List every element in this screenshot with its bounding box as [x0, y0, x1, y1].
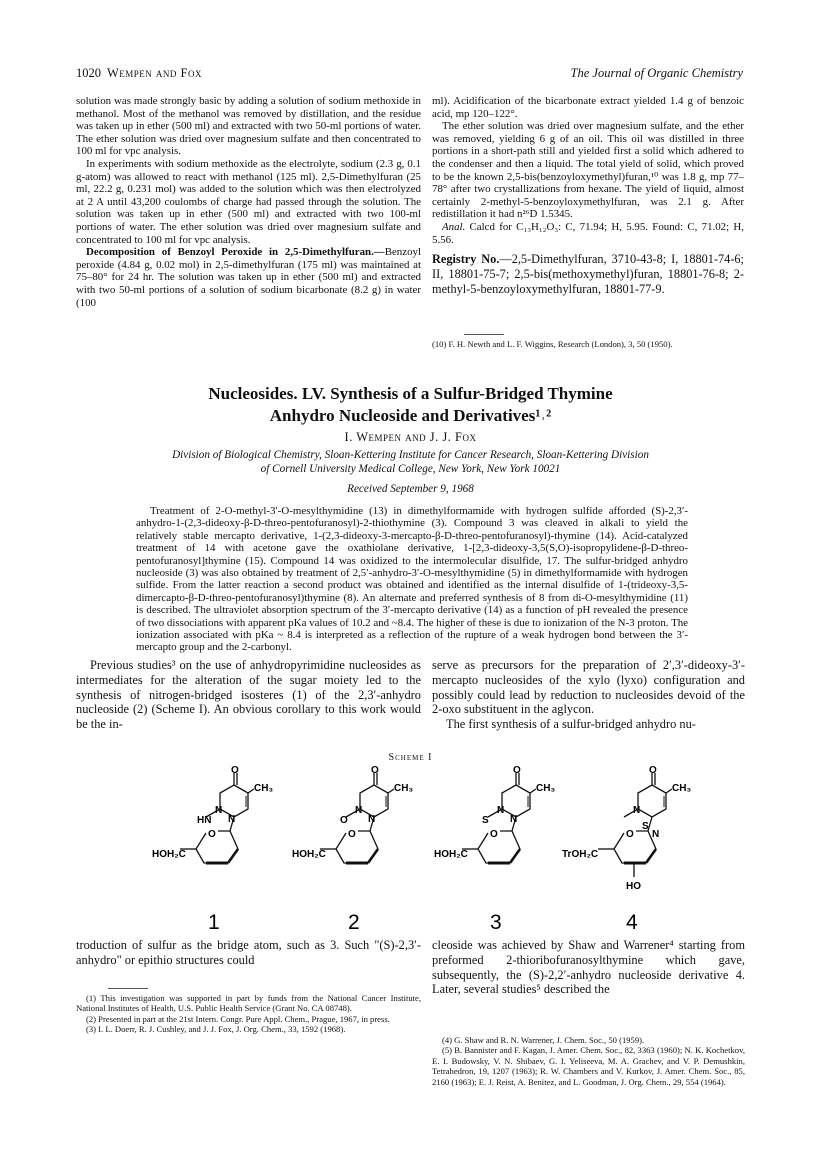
carbonyl-oxygen: O [231, 765, 239, 776]
footnote: (1) This investigation was supported in part by funds from the National Cancer Institute, National Institutes of Health, U.S. Public Health Service (Grant No. CA 08748). [76, 993, 421, 1014]
ring-o-label: O [626, 829, 634, 840]
left-substituent: TrOH₂C [562, 849, 599, 860]
footnotes-left [76, 993, 421, 1035]
ring-n-label: N [652, 829, 660, 840]
n3-label: N [215, 805, 223, 816]
article-title [0, 383, 821, 427]
bottom-left-text [76, 938, 421, 968]
carbonyl-oxygen: O [649, 765, 657, 776]
paragraph: The first synthesis of a sulfur-bridged anhydro nu- [446, 717, 696, 732]
bridge-label: O [340, 815, 348, 826]
left-substituent: HOH₂C [292, 849, 326, 860]
top-right-column [432, 95, 744, 297]
methyl-label: CH₃ [672, 783, 692, 794]
compound-number: 3 [490, 911, 502, 934]
footnote: (3) I. L. Doerr, R. J. Cushley, and J. J. Fox, J. Org. Chem., 33, 1592 (1968). [86, 1024, 346, 1035]
paragraph: In experiments with sodium methoxide as the electrolyte, sodium (2.3 g, 0.1 g-atom) was allowed to react with methanol (125 ml). 2,5-Dimethylfuran (25 ml, 22.2 g, 0.231 mol) was added to the solution which was then electrolyzed at 2 A until 43,200 coulombs of charge had passed through the solution. The solution was taken up in ether (500 ml) and extracted with two 100-ml portions of water. The ether solution was dried over magnesium sulfate and concentrated to 100 ml for vpc analysis. [76, 157, 421, 246]
ring-n-label: N [228, 814, 236, 825]
scheme-label: Scheme I [388, 752, 433, 763]
ring-n-label: N [368, 814, 376, 825]
compound-number: 4 [626, 911, 638, 934]
paragraph: ml). Acidification of the bicarbonate extract yielded 1.4 g of benzoic acid, mp 120–122°. [432, 95, 744, 120]
bridge-label: HN [197, 815, 212, 826]
paragraph: serve as precursors for the preparation of 2′,3′-dideoxy-3′-mercapto nucleosides of the xylo (lyxo) configuration and possibly could lead by reduction to nucleosides devoid of the 2-oxo substituent in the aglycon. [432, 658, 745, 717]
methyl-label: CH₃ [536, 783, 556, 794]
running-header-left [76, 66, 202, 81]
article-authors: I. Wempen and J. J. Fox [344, 430, 477, 444]
bottom-right-text [432, 938, 745, 997]
top-left-column [76, 95, 421, 309]
affiliation-line-1: Division of Biological Chemistry, Sloan-Kettering Institute for Cancer Research, Sloan-Kettering Division [172, 449, 649, 461]
section-heading: Decomposition of Benzoyl Peroxide in 2,5-Dimethylfuran.— [86, 246, 385, 259]
paragraph: troduction of sulfur as the bridge atom, such as 3. Such "(S)-2,3′-anhydro" or epithio structures could [76, 938, 421, 967]
intro-left-column [76, 658, 421, 732]
footnote-rule [108, 988, 148, 989]
compound-number: 1 [208, 911, 220, 934]
title-line-2: Anhydro Nucleoside and Derivatives¹˒² [269, 406, 552, 425]
ring-o-label: O [490, 829, 498, 840]
footnote-rule [464, 334, 504, 335]
compound-number: 2 [348, 911, 360, 934]
footnote-10: (10) F. H. Newth and L. F. Wiggins, Research (London), 3, 50 (1950). [432, 339, 673, 349]
page-number: 1020 [76, 66, 101, 80]
bridge-label: S [482, 815, 489, 826]
footnote: (4) G. Shaw and R. N. Warrener, J. Chem. Soc., 50 (1959). [442, 1035, 645, 1045]
n3-label: N [497, 805, 505, 816]
anal-text: Calcd for C₁₃H₁₂O₃: C, 71.94; H, 5.95. Found: C, 71.02; H, 5.56. [432, 220, 744, 246]
registry-text: —2,5-Dimethylfuran, 3710-43-8; I, 18801-74-6; II, 18801-75-7; 2,5-bis(methoxymethyl)furan, 18801-76-8; 2-methyl-5-benzoyloxymethylfuran, 18801-77-9. [432, 252, 744, 296]
paragraph: Benzoyl peroxide (4.84 g, 0.02 mol) in 2,5-dimethylfuran (175 ml) was maintained at 75–80° for 24 hr. The solution was taken up in ether (500 ml) and extracted with two 50-ml portions of a solution of sodium bicarbonate (8.2 g) in water (100 [76, 246, 421, 309]
carbonyl-oxygen: O [513, 765, 521, 776]
scheme-diagram [150, 765, 720, 935]
paragraph: solution was made strongly basic by adding a solution of sodium methoxide in methanol. Most of the methanol was removed by distillation, and the residue was taken up in ether (500 ml) and extracted with two 50-ml portions of water. The ether solution was dried over magnesium sulfate and then concentrated to 100 ml for vpc analysis. [76, 95, 421, 158]
paragraph: Previous studies³ on the use of anhydropyrimidine nucleosides as intermediates for the alteration of the sugar moiety led to the synthesis of nitrogen-bridged isosteres (1) of the 2,3′-anhydro nucleoside (2) (Scheme I). An obvious corollary to this work would be the in- [76, 658, 421, 732]
carbonyl-oxygen: O [371, 765, 379, 776]
anal-label: Anal. [442, 220, 466, 233]
received-date: Received September 9, 1968 [347, 483, 474, 495]
header-authors: Wempen and Fox [107, 66, 202, 80]
methyl-label: CH₃ [394, 783, 414, 794]
left-substituent: HOH₂C [434, 849, 468, 860]
left-substituent: HOH₂C [152, 849, 186, 860]
ring-o-label: O [348, 829, 356, 840]
intro-right-column [432, 658, 745, 732]
footnote: (2) Presented in part at the 21st Intern. Congr. Pure Appl. Chem., Prague, 1967, in press. [86, 1013, 390, 1024]
affiliation [0, 449, 821, 476]
footnotes-right [432, 1035, 745, 1087]
registry-label: Registry No. [432, 252, 500, 267]
methyl-label: CH₃ [254, 783, 274, 794]
title-line-1: Nucleosides. LV. Synthesis of a Sulfur-Bridged Thymine [208, 384, 613, 403]
ring-n-label: N [510, 814, 518, 825]
n3-label: N [633, 805, 641, 816]
n3-label: N [355, 805, 363, 816]
paragraph: The ether solution was dried over magnesium sulfate, and the ether was removed, yielding 6 g of an oil. This oil was distilled in three portions in a short-path still and yielded first a solid which adhered to the condenser and then a liquid. The total yield of solid, which proved to be the known 2,5-bis(benzoyloxymethyl)furan,¹⁰ was 1.8 g, mp 77–78° after two crystallizations from hexane. The yield of liquid, almost certainly 2-methyl-5-benzoyloxymethylfuran, was 2.1 g. After redistillation it had n²⁶D 1.5345. [432, 120, 744, 221]
ring-o-label: O [208, 829, 216, 840]
hydroxyl-label: HO [626, 881, 641, 892]
abstract: Treatment of 2-O-methyl-3′-O-mesylthymidine (13) in dimethylformamide with hydrogen sulfide afforded (S)-2,3′-anhydro-1-(2,3-dideoxy-β-D-threo-pentofuranosyl)-2-thiothymine (3). Compound 3 was cleaved in alkali to yield the relatively stable mercapto derivative, 1-(2,3-dideoxy-3-mercapto-β-D-threo-pentofuranosyl)-thymine (14). Acid-catalyzed treatment of 14 with acetone gave the oxathiolane derivative, 1-[2,3-dideoxy-3,5(S,O)-isopropylidene-β-D-threo-pentofuranosyl]thymine (15). Compound 14 was oxidized to the intermolecular disulfide, 17. The sulfur-bridged anhydro nucleoside (3) was also obtained by treatment of 2,5′-anhydro-3′-O-mesylthymidine (5) in dimethylformamide with hydrogen sulfide. From the latter reaction a second product was obtained and identified as the internal disulfide of 1-(trideoxy-3,5-dimercapto-β-D-threo-pentofuranosyl)thymine (8). An alternate and preferred synthesis of 8 from di-O-mesylthymidine (11) is described. The ultraviolet absorption spectrum of the 3′-mercapto derivative (14) as a function of pH revealed the presence of two dissociations with apparent pKa values of 10.2 and ~8.4. The higher of these is due to ionization of the N-3 proton. The ionization associated with pKa ~ 8.4 is interpreted as a reflection of the rupture of a weak hydrogen bond between the 3′-mercapto group and the 2-carbonyl. [136, 505, 688, 654]
footnote: (5) B. Bannister and F. Kagan, J. Amer. Chem. Soc., 82, 3363 (1960); N. K. Kochetkov, E. I. Budowsky, V. N. Shibaev, G. I. Yeliseeva, M. A. Grachev, and V. P. Demushkin, Tetrahedron, 19, 1207 (1963); R. W. Chambers and V. Kurkov, J. Amer. Chem. Soc., 85, 2160 (1963); E. J. Reist, A. Benitez, and L. Goodman, J. Org. Chem., 29, 554 (1964). [432, 1045, 745, 1087]
paragraph: cleoside was achieved by Shaw and Warrener⁴ starting from preformed 2-thioribofuranosylthymine which gave, subsequently, the (S)-2,2′-anhydro nucleoside derivative 4. Later, several studies⁵ described the [432, 938, 745, 997]
bridge-label: S [642, 821, 649, 832]
registry-numbers [432, 252, 744, 296]
affiliation-line-2: of Cornell University Medical College, New York, New York 10021 [260, 462, 561, 475]
journal-name: The Journal of Organic Chemistry [570, 66, 743, 80]
